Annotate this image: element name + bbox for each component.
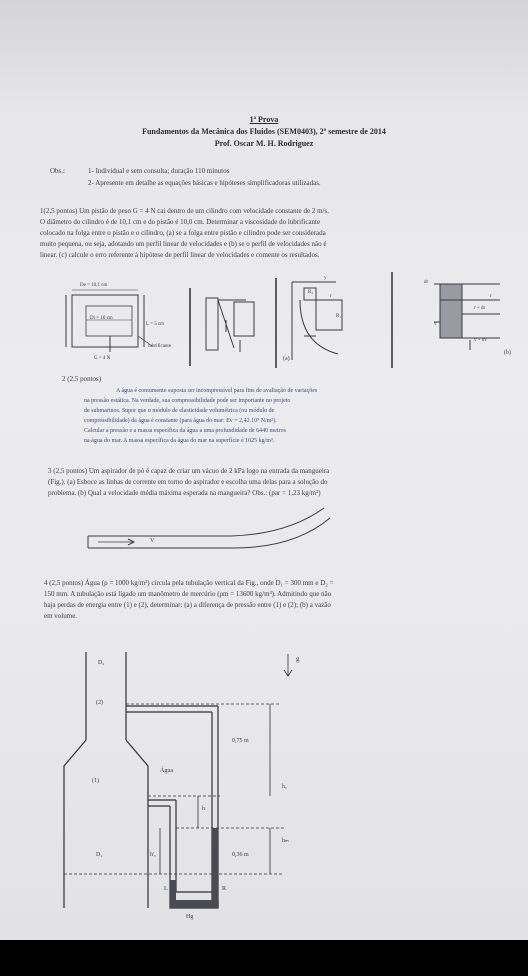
- label-b: (b): [504, 350, 511, 356]
- q1-line: linear. (c) calcule o erro referente à hipótese de perfil linear de velocidades e comente os resultados.: [40, 251, 320, 259]
- q2-line: A água é comumente suposta ser incompressível para fins de avaliação de variações: [116, 388, 318, 394]
- obs-item-1: 1- Individual e sem consulta; duração 110 minutos: [88, 167, 230, 175]
- q2-line: de submarinos. Supor que o módulo de elasticidade volumétrica (ou módulo de: [84, 408, 275, 414]
- professor-name: Prof. Oscar M. H. Rodriguez: [214, 139, 314, 148]
- q1-line: colocado na folga entre o pistão e o cilindro, (a) se a folga entre pistão e cilindro pode ser considerada: [40, 229, 326, 237]
- q4-line: em volume.: [44, 612, 78, 620]
- label-r2: R₂: [308, 290, 314, 295]
- label-hm: hₘ: [282, 838, 289, 844]
- label-g: G = 4 N: [94, 356, 111, 361]
- q4-line: 150 mm. A tubulação está ligado um manômetro de mercúrio (ρm = 13600 kg/m³). Admitindo que não: [44, 590, 332, 598]
- label-y: y: [324, 276, 327, 281]
- label-r1: R₁: [336, 314, 342, 319]
- label-d2: D₂: [98, 660, 105, 666]
- label-gravity: g: [296, 655, 300, 663]
- label-r-a: r: [330, 294, 332, 299]
- obs-item-2: 2- Apresente em detalhe as equações básicas e hipóteses simplificadoras utilizadas.: [88, 179, 321, 187]
- q1-line: O diâmetro do cilindro é de 10,1 cm e do pistão é 10,0 cm. Determinar a viscosidade do lubrificante: [40, 218, 321, 226]
- label-section-2: (2): [96, 700, 103, 706]
- q2-line: na água do mar. A massa específica da água do mar na superfície é 1025 kg/m³.: [84, 438, 275, 444]
- q3-line: 3 (2,5 pontos) Um aspirador de pó é capaz de criar um vácuo de 2 kPa logo na entrada da mangueira: [48, 467, 330, 475]
- label-r-b: r: [490, 294, 492, 299]
- q2-line: na pressão estática. Na verdade, sua compressibilidade pode ser importante no projeto: [84, 398, 291, 404]
- bottom-black-bar: [0, 940, 528, 976]
- label-ha: hₐ: [282, 784, 287, 790]
- q2-heading: 2 (2,5 pontos): [62, 375, 102, 383]
- q3-velocity-label: V: [150, 538, 155, 544]
- q3-line: (Fig.). (a) Esboce as linhas de corrente em torno do aspirador e escolha uma delas para a solução do: [48, 478, 328, 486]
- label-left-leg: L: [164, 886, 168, 892]
- label-v: v: [434, 322, 437, 327]
- obs-label: Obs.:: [50, 167, 65, 175]
- label-v-plus-dv: v + dv: [474, 338, 487, 343]
- q4-line: haja perdas de energia entre (1) e (2), determinar: (a) a diferença de pressão entre (1) e (2); (b) a vazão: [44, 601, 331, 609]
- q2-line: compressibilidade) da água é constante (para água do mar: Ev = 2,42.10⁹ N/m²).: [84, 418, 277, 424]
- exam-title: 1ª Prova: [249, 115, 279, 124]
- label-h: h: [202, 806, 205, 812]
- q1-line: 1(2,5 pontos) Um pistão de peso G = 4 N cai dentro de um cilindro com velocidade constante de 2 m/s.: [40, 207, 329, 215]
- label-di: Di = 10 cm: [90, 316, 113, 321]
- label-right-leg: R: [222, 886, 227, 892]
- label-d1: D₁: [96, 852, 103, 858]
- label-l: L = 5 cm: [146, 322, 165, 327]
- label-mercury: Hg: [186, 914, 194, 920]
- label-agua: Água: [160, 768, 173, 774]
- label-dr: dr: [424, 280, 429, 285]
- course-title: Fundamentos da Mecânica dos Fluidos (SEM0403), 2º semestre de 2014: [142, 127, 386, 136]
- label-a: (a): [283, 356, 290, 362]
- label-r-plus-dr: r + dr: [474, 306, 486, 311]
- label-section-1: (1): [92, 778, 99, 784]
- label-dist-075: 0,75 m: [232, 738, 249, 744]
- q1-line: muito pequena, ou seja, adotando um perfil linear de velocidades e (b) se o perfil de velocidades não é: [40, 240, 327, 248]
- label-de: De = 10,1 cm: [80, 283, 108, 288]
- q3-line: problema. (b) Qual a velocidade média máxima esperada na mangueira? Obs.: (ρar = 1,23 kg/m³): [48, 489, 321, 497]
- q2-line: Calcular a pressão e a massa específica da água a uma profundidade de 6440 metros: [84, 428, 286, 434]
- label-h-prime: h'ₐ: [150, 852, 156, 858]
- label-dist-036: 0,36 m: [232, 852, 249, 858]
- label-lubricant: lubrificante: [148, 344, 172, 349]
- q4-line: 4 (2,5 pontos) Água (ρ = 1000 kg/m³) circula pela tubulação vertical da Fig., onde D₁ = 300 mm e D₂ =: [44, 579, 334, 587]
